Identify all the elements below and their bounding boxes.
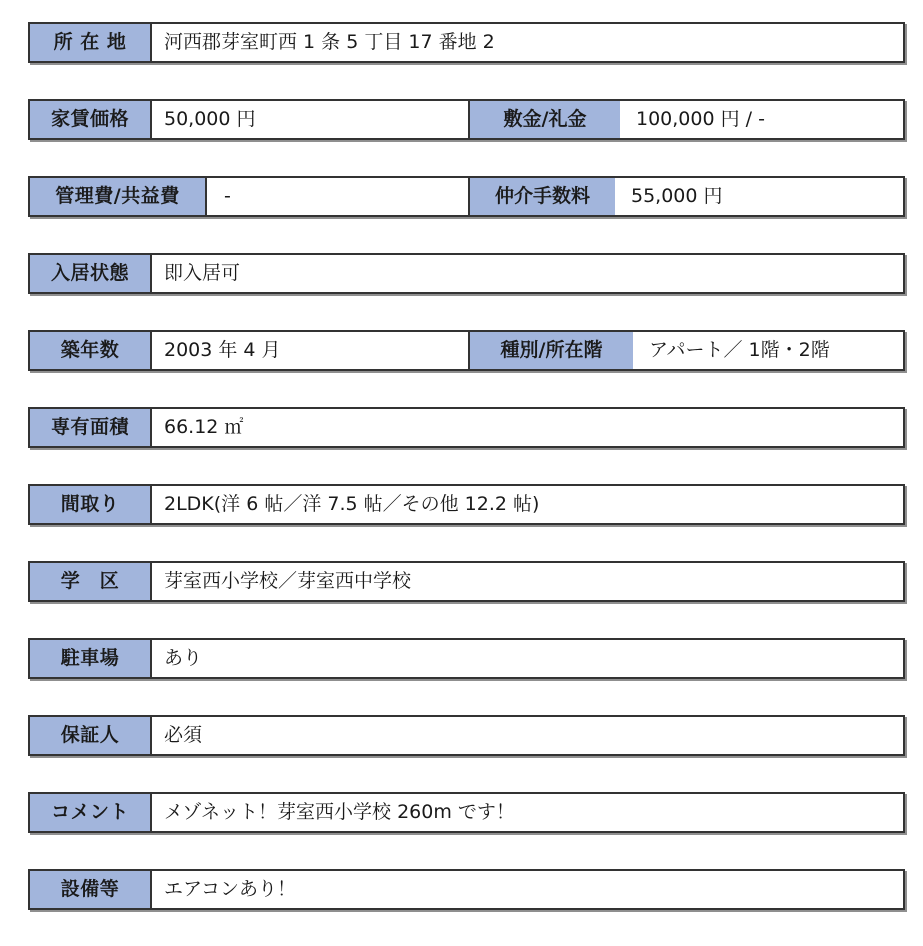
row-label-secondary: 敷金/礼金 (470, 101, 620, 138)
row-guarantor (28, 715, 905, 756)
row-value: エアコンあり！ (164, 878, 297, 900)
row-value-secondary: 100,000 円 / - (636, 108, 765, 130)
row-label: 学 区 (30, 563, 152, 600)
row-label-secondary: 仲介手数料 (470, 178, 615, 215)
row-value: あり (164, 647, 203, 669)
row-value-secondary: アパート／ 1階・2階 (649, 339, 830, 361)
row-equipment (28, 869, 905, 910)
row-value: メゾネット！芽室西小学校 260m です！ (164, 801, 515, 823)
row-label: コメント (30, 794, 152, 831)
row-label: 所 在 地 (30, 24, 152, 61)
row-parking (28, 638, 905, 679)
row-label: 入居状態 (30, 255, 152, 292)
row-address (28, 22, 905, 63)
row-value: 2003 年 4 月 (152, 332, 470, 369)
row-fees (28, 176, 905, 217)
row-occupancy-status (28, 253, 905, 294)
row-value: 2LDK(洋 6 帖／洋 7.5 帖／その他 12.2 帖) (164, 493, 540, 515)
property-info-sheet (28, 22, 905, 910)
row-label: 専有面積 (30, 409, 152, 446)
row-value: 50,000 円 (152, 101, 470, 138)
row-comment (28, 792, 905, 833)
row-label-secondary: 種別/所在階 (470, 332, 633, 369)
row-label: 家賃価格 (30, 101, 152, 138)
row-floor-area (28, 407, 905, 448)
row-label: 築年数 (30, 332, 152, 369)
row-label: 駐車場 (30, 640, 152, 677)
row-value: 66.12 ㎡ (164, 416, 244, 438)
row-value: - (207, 178, 470, 215)
row-label: 設備等 (30, 871, 152, 908)
row-value: 必須 (164, 724, 203, 746)
row-age-type-floor (28, 330, 905, 371)
row-label: 管理費/共益費 (30, 178, 207, 215)
row-label: 保証人 (30, 717, 152, 754)
row-label: 間取り (30, 486, 152, 523)
row-value: 河西郡芽室町西 1 条 5 丁目 17 番地 2 (164, 31, 495, 53)
row-floorplan (28, 484, 905, 525)
row-value: 芽室西小学校／芽室西中学校 (164, 570, 412, 592)
row-school-district (28, 561, 905, 602)
row-value-secondary: 55,000 円 (631, 185, 723, 207)
row-rent-deposit (28, 99, 905, 140)
row-value: 即入居可 (164, 262, 241, 284)
